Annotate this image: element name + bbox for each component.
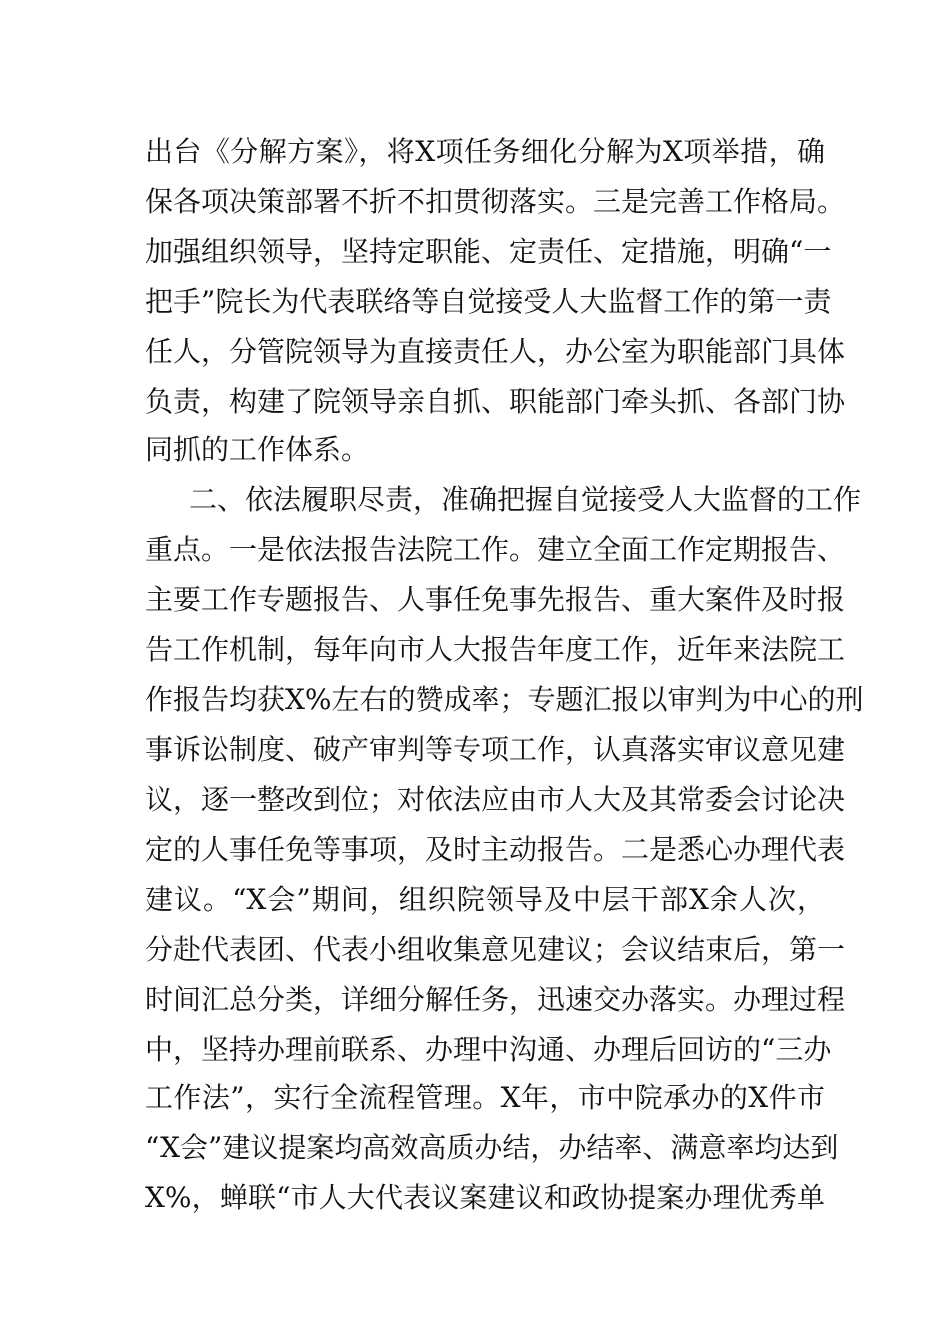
text-line: 作报告均获X%左右的赞成率；专题汇报以审判为中心的刑 [145, 683, 864, 716]
text-line: 定的人事任免等事项，及时主动报告。二是悉心办理代表 [145, 833, 846, 866]
text-line: 分赴代表团、代表小组收集意见建议；会议结束后，第一 [145, 933, 846, 966]
text-line: 主要工作专题报告、人事任免事先报告、重大案件及时报 [145, 583, 846, 616]
text-line: 告工作机制，每年向市人大报告年度工作，近年来法院工 [145, 633, 846, 666]
text-line: 任人，分管院领导为直接责任人，办公室为职能部门具体 [145, 335, 846, 368]
text-line: 事诉讼制度、破产审判等专项工作，认真落实审议意见建 [145, 733, 846, 766]
text-line: 建议。“X会”期间，组织院领导及中层干部X余人次， [145, 883, 825, 916]
text-line: 负责，构建了院领导亲自抓、职能部门牵头抓、各部门协 [145, 385, 846, 418]
text-line: 工作法”，实行全流程管理。X年，市中院承办的X件市 [145, 1081, 825, 1114]
text-line: 时间汇总分类，详细分解任务，迅速交办落实。办理过程 [145, 983, 846, 1016]
text-line: “X会”建议提案均高效高质办结，办结率、满意率均达到 [145, 1131, 839, 1164]
text-line: 重点。一是依法报告法院工作。建立全面工作定期报告、 [145, 533, 846, 566]
text-line: 同抓的工作体系。 [145, 433, 370, 466]
text-line: 加强组织领导，坚持定职能、定责任、定措施，明确“一 [145, 235, 832, 268]
text-line: 保各项决策部署不折不扣贯彻落实。三是完善工作格局。 [145, 185, 846, 218]
text-line: 出台《分解方案》，将X项任务细化分解为X项举措，确 [145, 135, 825, 168]
section-heading-line: 二、依法履职尽责，准确把握自觉接受人大监督的工作 [189, 483, 862, 516]
text-line: 中，坚持办理前联系、办理中沟通、办理后回访的“三办 [145, 1033, 832, 1066]
text-line: 议，逐一整改到位；对依法应由市人大及其常委会讨论决 [145, 783, 846, 816]
text-line: X%，蝉联“市人大代表议案建议和政协提案办理优秀单 [145, 1181, 825, 1214]
text-line: 把手”院长为代表联络等自觉接受人大监督工作的第一责 [145, 285, 832, 318]
